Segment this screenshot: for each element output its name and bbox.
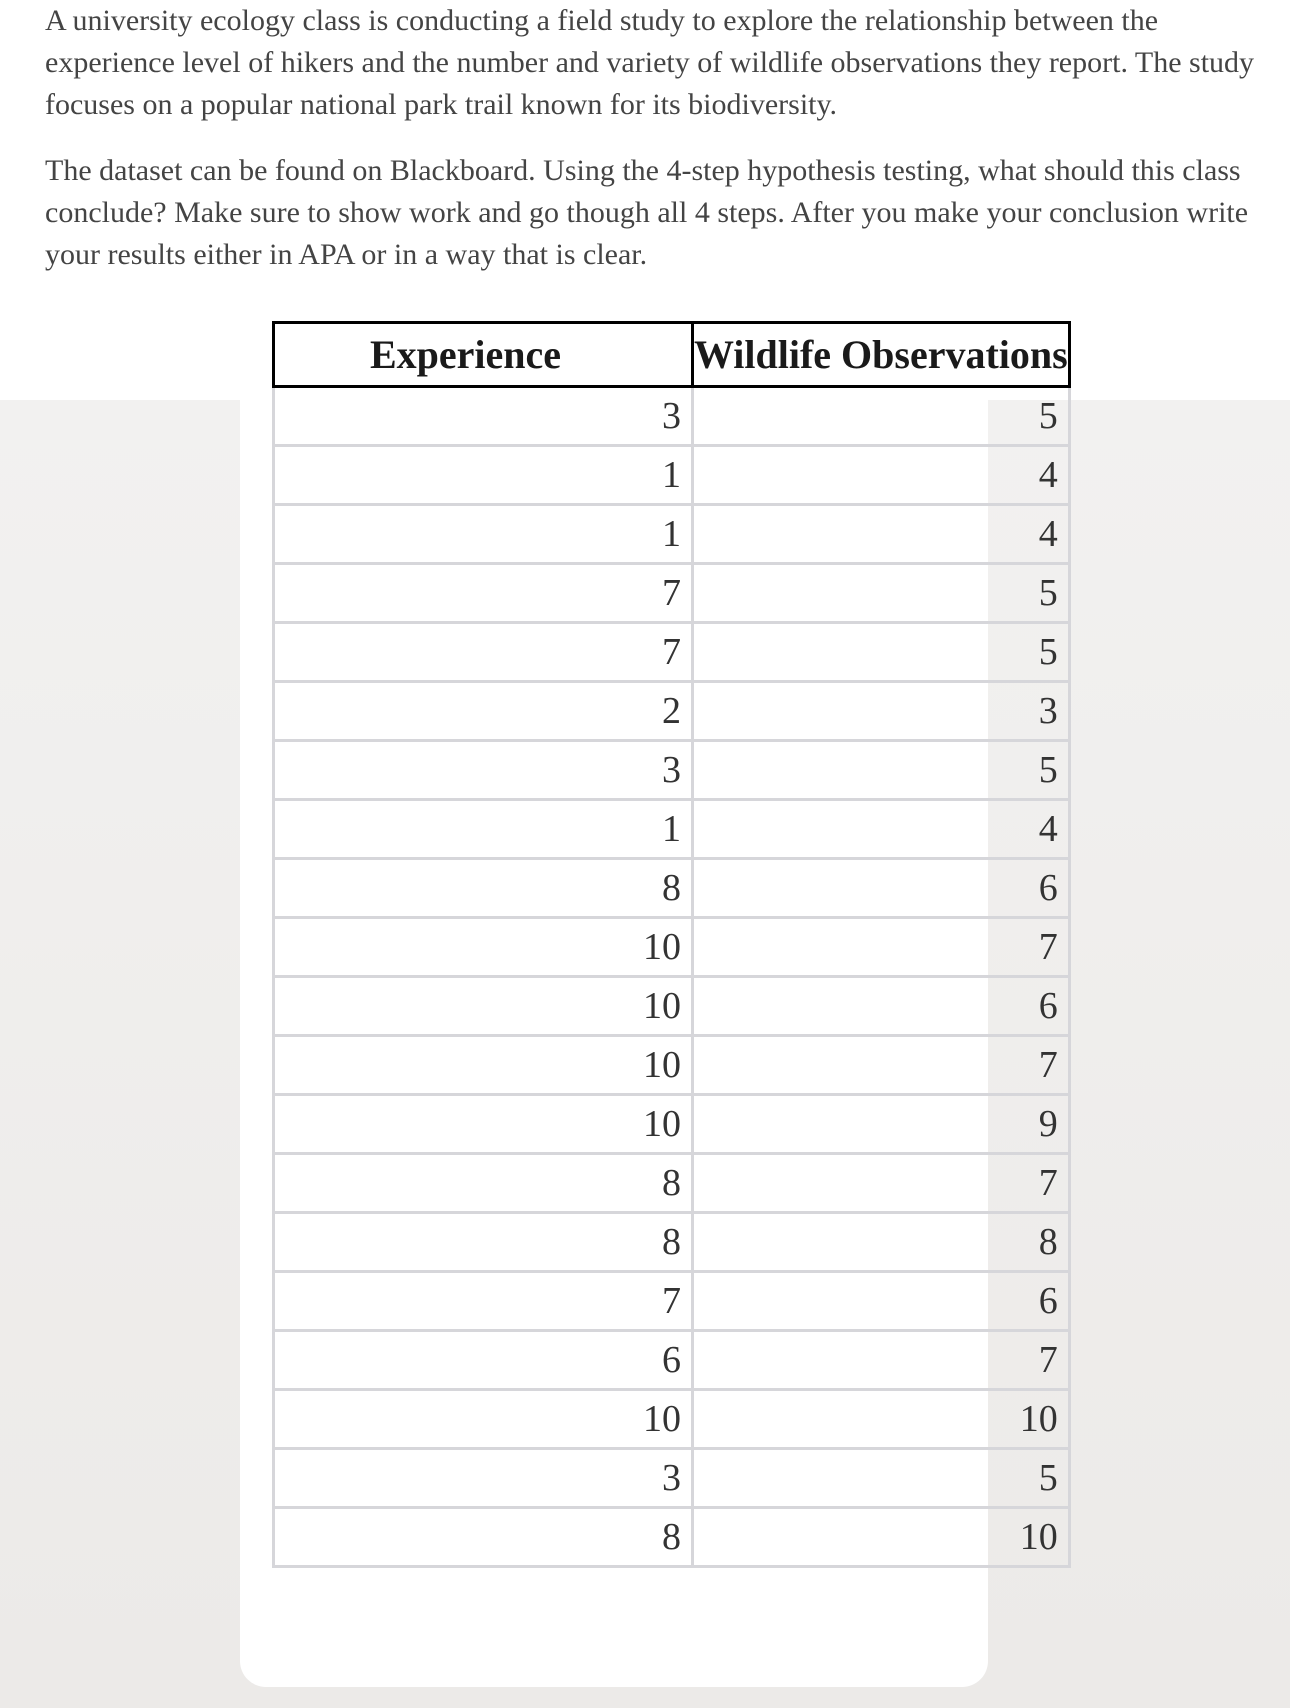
wildlife-observations-cell: 10 [693,1390,1070,1449]
wildlife-observations-cell: 4 [693,505,1070,564]
experience-cell: 7 [274,623,693,682]
table-row [274,505,1070,564]
table-row [274,623,1070,682]
experience-cell: 7 [274,564,693,623]
table-row [274,446,1070,505]
wildlife-observations-cell: 7 [693,1036,1070,1095]
wildlife-observations-cell: 5 [693,1449,1070,1508]
experience-cell: 2 [274,682,693,741]
wildlife-observations-cell: 4 [693,800,1070,859]
wildlife-observations-cell: 7 [693,1154,1070,1213]
header-experience: Experience [274,323,693,387]
experience-cell: 10 [274,1390,693,1449]
wildlife-observations-cell: 5 [693,623,1070,682]
experience-cell: 3 [274,741,693,800]
table-header-row [274,323,1070,387]
wildlife-observations-cell: 3 [693,682,1070,741]
table-row [274,564,1070,623]
table-row [274,1508,1070,1567]
header-wildlife-observations: Wildlife Observations [693,323,1070,387]
experience-cell: 3 [274,1449,693,1508]
wildlife-observations-cell: 7 [693,918,1070,977]
table-row [274,1331,1070,1390]
table-row [274,918,1070,977]
table-row [274,682,1070,741]
wildlife-observations-cell: 5 [693,387,1070,446]
wildlife-observations-cell: 6 [693,859,1070,918]
table-row [274,1036,1070,1095]
experience-cell: 7 [274,1272,693,1331]
experience-cell: 1 [274,800,693,859]
table-row [274,1272,1070,1331]
experience-cell: 8 [274,1508,693,1567]
table-row [274,1449,1070,1508]
table-row [274,977,1070,1036]
table-row [274,387,1070,446]
experience-cell: 8 [274,1213,693,1272]
experience-cell: 8 [274,1154,693,1213]
wildlife-observations-cell: 6 [693,1272,1070,1331]
experience-cell: 10 [274,918,693,977]
experience-cell: 10 [274,977,693,1036]
table-row [274,800,1070,859]
table-row [274,1154,1070,1213]
question-paragraph-1: A university ecology class is conducting a field study to explore the relationship between the experience level of hikers and the number and variety of wildlife observations they report. The study focuses on a popular national park trail known for its biodiversity. [45,4,1255,121]
experience-cell: 6 [274,1331,693,1390]
wildlife-observations-cell: 9 [693,1095,1070,1154]
wildlife-observations-cell: 7 [693,1331,1070,1390]
table-row [274,1390,1070,1449]
wildlife-observations-cell: 5 [693,741,1070,800]
wildlife-observations-cell: 8 [693,1213,1070,1272]
experience-cell: 10 [274,1036,693,1095]
wildlife-observations-cell: 6 [693,977,1070,1036]
table-row [274,1095,1070,1154]
table-row [274,741,1070,800]
experience-cell: 10 [274,1095,693,1154]
experience-cell: 1 [274,505,693,564]
wildlife-observations-cell: 10 [693,1508,1070,1567]
wildlife-observations-cell: 5 [693,564,1070,623]
table-row [274,859,1070,918]
wildlife-observations-cell: 4 [693,446,1070,505]
experience-cell: 8 [274,859,693,918]
data-table [272,321,1071,1568]
table-row [274,1213,1070,1272]
experience-cell: 3 [274,387,693,446]
question-paragraph-2: The dataset can be found on Blackboard. Using the 4-step hypothesis testing, what should this class conclude? Make sure to show work and go though all 4 steps. After you make your conclusion write your results either in APA or in a way that is clear. [45,154,1249,271]
experience-cell: 1 [274,446,693,505]
question-text [45,0,1255,300]
